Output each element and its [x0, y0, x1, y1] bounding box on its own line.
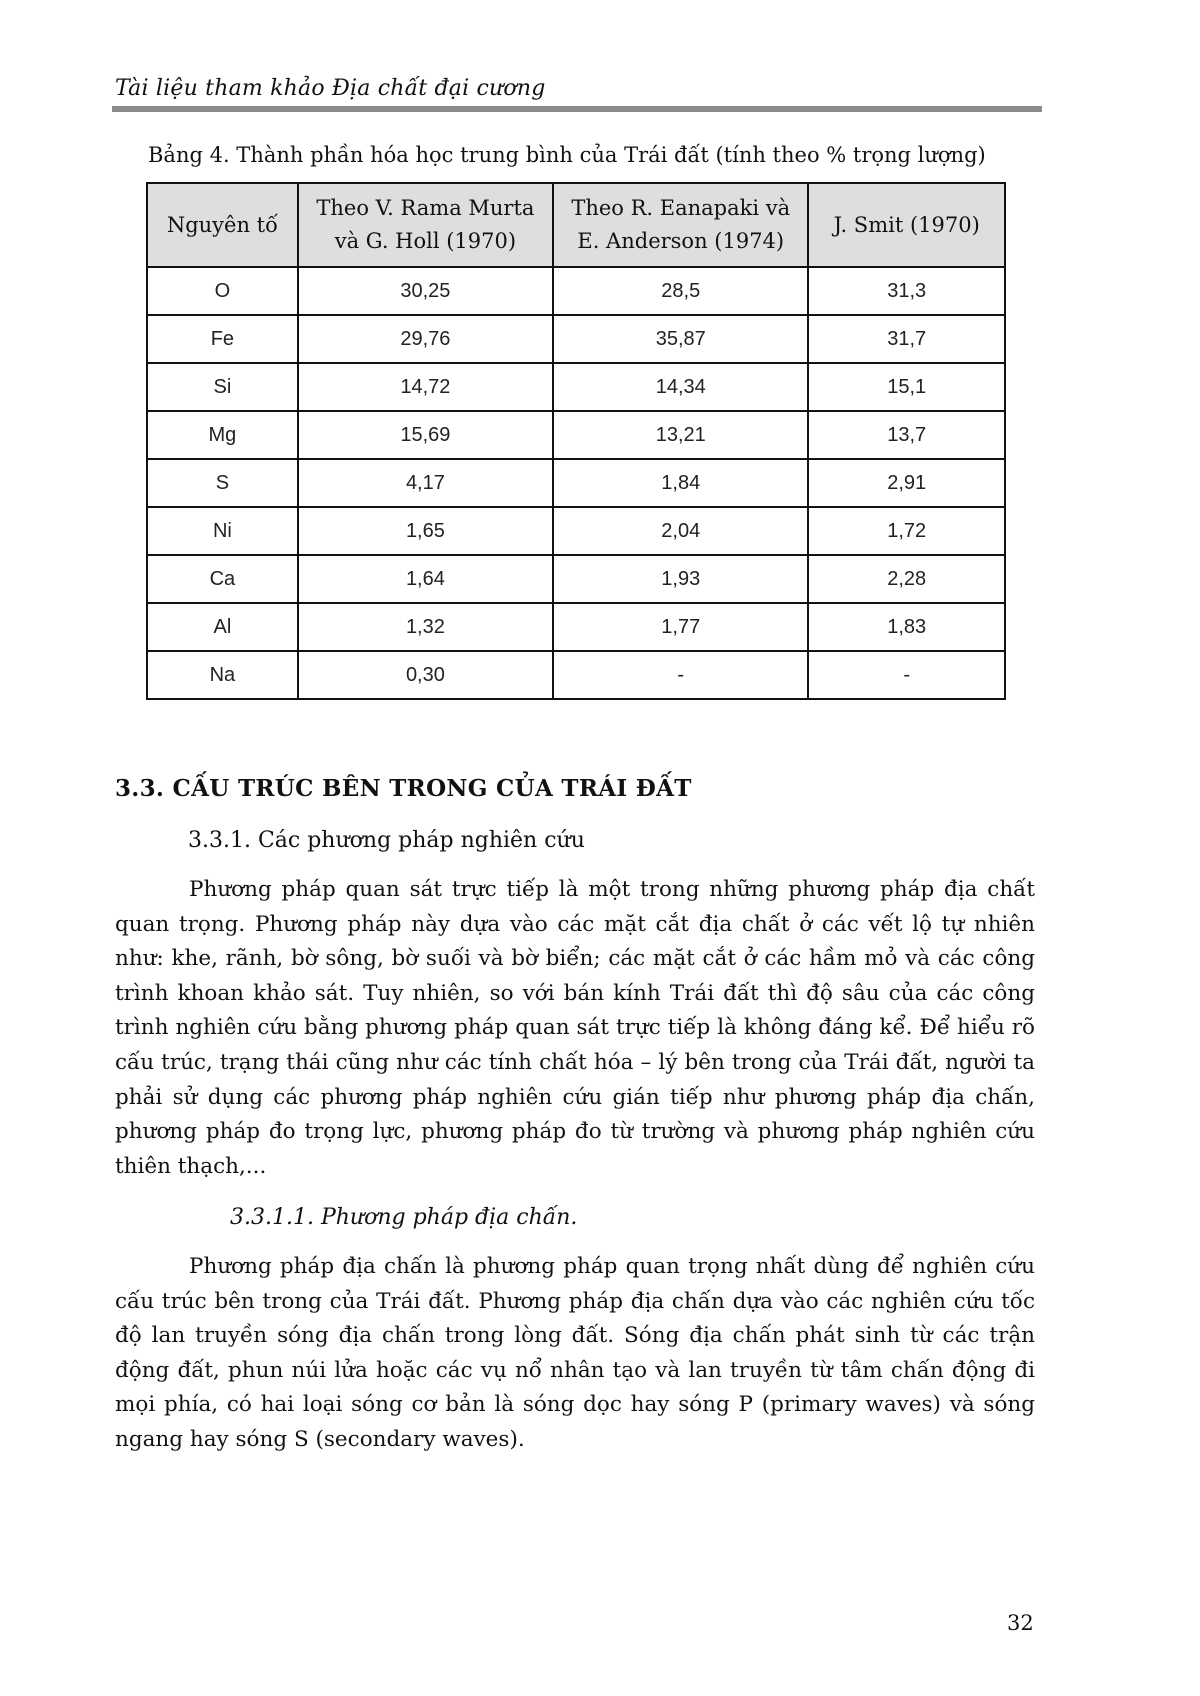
column-header-line: và G. Holl (1970): [334, 229, 517, 253]
value-cell: 29,76: [298, 315, 553, 363]
element-cell: S: [147, 459, 298, 507]
value-cell: 13,7: [808, 411, 1005, 459]
value-cell: 2,04: [553, 507, 808, 555]
body-paragraph: Phương pháp địa chấn là phương pháp quan trọng nhất dùng để nghiên cứu cấu trúc bên trong của Trái đất. Phương pháp địa chấn dựa vào các nghiên cứu tốc độ lan truyền sóng địa chấn trong lòng đất. Sóng địa chấn phát sinh từ các trận động đất, phun núi lửa hoặc các vụ nổ nhân tạo và lan truyền từ tâm chấn động đi mọi phía, có hai loại sóng cơ bản là sóng dọc hay sóng P (primary waves) và sóng ngang hay sóng S (secondary waves).: [115, 1254, 1035, 1452]
value-cell: 35,87: [553, 315, 808, 363]
column-header-rama-murta: [298, 183, 553, 267]
table-row: [147, 363, 1005, 411]
body-paragraph: Phương pháp quan sát trực tiếp là một trong những phương pháp địa chất quan trọng. Phương pháp này dựa vào các mặt cắt địa chất ở các vết lộ tự nhiên như: khe, rãnh, bờ sông, bờ suối và bờ biển; các mặt cắt ở các hầm mỏ và các công trình khoan khảo sát. Tuy nhiên, so với bán kính Trái đất thì độ sâu của các công trình nghiên cứu bằng phương pháp quan sát trực tiếp là không đáng kể. Để hiểu rõ cấu trúc, trạng thái cũng như các tính chất hóa – lý bên trong của Trái đất, người ta phải sử dụng các phương pháp nghiên cứu gián tiếp như phương pháp địa chấn, phương pháp đo trọng lực, phương pháp đo từ trường và phương pháp nghiên cứu thiên thạch,...: [115, 877, 1035, 1179]
value-cell: 28,5: [553, 267, 808, 315]
value-cell: 1,83: [808, 603, 1005, 651]
header-divider: [112, 106, 1042, 112]
value-cell: 13,21: [553, 411, 808, 459]
value-cell: 14,72: [298, 363, 553, 411]
column-header-line: E. Anderson (1974): [577, 229, 785, 253]
value-cell: 1,84: [553, 459, 808, 507]
column-header-label: Nguyên tố: [166, 212, 278, 237]
element-cell: Si: [147, 363, 298, 411]
table-row: [147, 603, 1005, 651]
column-header-element: [147, 183, 298, 267]
composition-table: [146, 182, 1006, 700]
column-header-label: J. Smit (1970): [833, 212, 980, 237]
section-heading: 3.3. CẤU TRÚC BÊN TRONG CỦA TRÁI ĐẤT: [115, 775, 692, 802]
value-cell: 15,1: [808, 363, 1005, 411]
value-cell: 1,72: [808, 507, 1005, 555]
element-cell: Fe: [147, 315, 298, 363]
table-header-row: [147, 183, 1005, 267]
column-header-eanapaki: [553, 183, 808, 267]
table-row: [147, 507, 1005, 555]
value-cell: 2,28: [808, 555, 1005, 603]
value-cell: -: [553, 651, 808, 699]
value-cell: 4,17: [298, 459, 553, 507]
element-cell: Na: [147, 651, 298, 699]
table-caption: Bảng 4. Thành phần hóa học trung bình của Trái đất (tính theo % trọng lượng): [148, 143, 986, 167]
element-cell: Ni: [147, 507, 298, 555]
value-cell: 31,7: [808, 315, 1005, 363]
value-cell: 1,64: [298, 555, 553, 603]
subsubsection-heading: 3.3.1.1. Phương pháp địa chấn.: [230, 1205, 578, 1230]
table-row: [147, 315, 1005, 363]
value-cell: 14,34: [553, 363, 808, 411]
table-row: [147, 411, 1005, 459]
element-cell: Ca: [147, 555, 298, 603]
column-header-smit: [808, 183, 1005, 267]
running-header: Tài liệu tham khảo Địa chất đại cương: [115, 76, 546, 101]
table-body: [147, 267, 1005, 699]
element-cell: Mg: [147, 411, 298, 459]
column-header-line: Theo V. Rama Murta: [316, 196, 535, 220]
page-number: 32: [1007, 1611, 1034, 1635]
table-row: [147, 459, 1005, 507]
value-cell: 1,93: [553, 555, 808, 603]
value-cell: 1,65: [298, 507, 553, 555]
value-cell: -: [808, 651, 1005, 699]
value-cell: 15,69: [298, 411, 553, 459]
value-cell: 31,3: [808, 267, 1005, 315]
value-cell: 30,25: [298, 267, 553, 315]
element-cell: O: [147, 267, 298, 315]
table-row: [147, 267, 1005, 315]
value-cell: 1,77: [553, 603, 808, 651]
column-header-line: Theo R. Eanapaki và: [571, 196, 791, 220]
subsection-heading: 3.3.1. Các phương pháp nghiên cứu: [188, 828, 585, 853]
value-cell: 1,32: [298, 603, 553, 651]
value-cell: 0,30: [298, 651, 553, 699]
value-cell: 2,91: [808, 459, 1005, 507]
element-cell: Al: [147, 603, 298, 651]
table-row: [147, 555, 1005, 603]
table-row: [147, 651, 1005, 699]
